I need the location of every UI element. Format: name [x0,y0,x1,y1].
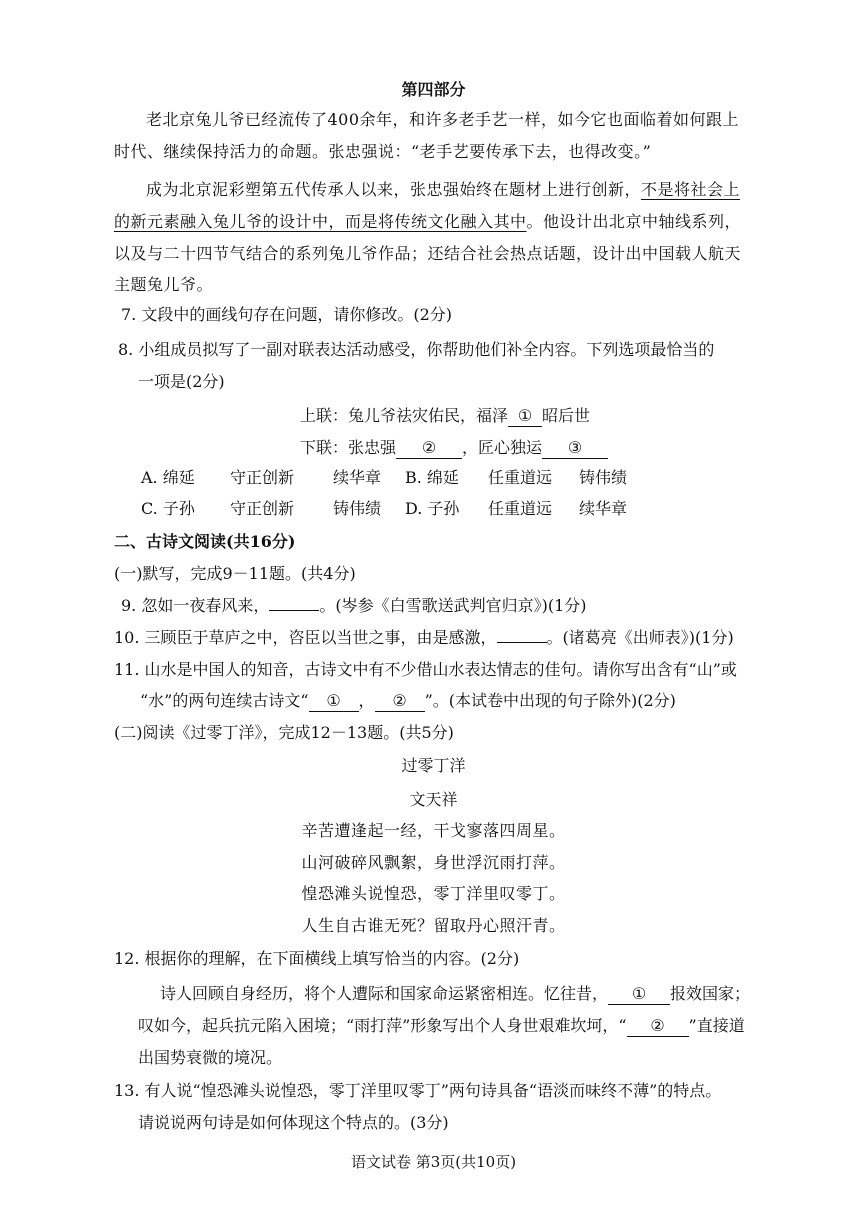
question-8: 8. 小组成员拟写了一副对联表达活动感受，你帮助他们补全内容。下列选项最恰当的 [118,340,715,359]
page-footer: 语文试卷 第3页(共10页) [350,1153,517,1171]
answer-blank[interactable]: ② [627,1016,689,1037]
option-a-word2: 守正创新 [230,468,295,487]
question-10 [114,626,734,650]
option-b-word2: 任重道远 [488,468,553,487]
option-d[interactable] [405,497,459,521]
passage-line: 老北京兔儿爷已经流传了400余年，和许多老手艺一样，如今它也面临着如何跟上 [146,110,740,129]
underlined-sentence: 不是将社会上 [641,180,741,199]
passage-line [146,178,740,202]
underlined-sentence: 的新元素融入兔儿爷的设计中，而是将传统文化融入其中 [114,212,527,231]
answer-blank[interactable]: ① [508,406,542,427]
question-12-line [138,1014,745,1038]
option-d-word2: 任重道远 [488,499,553,518]
question-9 [121,594,587,618]
passage-line [114,210,741,234]
option-label: C. 子孙 [141,499,195,518]
couplet-text: 昭后世 [542,406,591,425]
option-label: D. 子孙 [405,499,460,518]
passage-line: 以及与二十四节气结合的系列兔儿爷作品；还结合社会热点话题，设计出中国载人航天 [114,244,742,263]
part-heading: 第四部分 [401,80,466,99]
question-text: 。(诸葛亮《出师表》)(1分) [546,628,734,647]
question-text: 10. 三顾臣于草庐之中，咨臣以当世之事，由是感激， [114,628,497,647]
option-a[interactable] [141,466,195,490]
subsection-heading: (一)默写，完成9－11题。(共4分) [114,564,356,583]
couplet-text: 下联：张忠强 [300,438,397,457]
poem-title: 过零丁洋 [401,756,466,775]
poem-line: 辛苦遭逢起一经，干戈寥落四周星。 [301,821,566,840]
option-c-word3: 铸伟绩 [333,499,382,518]
question-11-cont [140,689,676,713]
poem-line: 山河破碎风飘絮，身世浮沉雨打萍。 [301,853,566,872]
question-12-line: 出国势衰微的境况。 [138,1048,283,1067]
answer-blank[interactable]: ② [375,691,425,712]
poem-line: 人生自古谁无死？留取丹心照汗青。 [301,916,566,935]
passage-line: 时代、继续保持活力的命题。张忠强说：“老手艺要传承下去，也得改变。” [114,142,652,161]
couplet-text: 上联：兔儿爷祛灾佑民，福泽 [300,406,509,425]
question-13-cont: 请说说两句诗是如何体现这个特点的。(3分) [138,1113,449,1132]
answer-blank[interactable] [269,610,319,611]
poem-author: 文天祥 [409,790,458,809]
question-text: ”。(本试卷中出现的句子除外)(2分) [424,691,676,710]
couplet-text: ，匠心独运 [462,438,543,457]
question-text: 9. 忽如一夜春风来， [121,596,270,615]
question-text: 。(岑参《白雪歌送武判官归京》)(1分) [319,596,587,615]
passage-text: 成为北京泥彩塑第五代传承人以来，张忠强始终在题材上进行创新， [146,180,642,199]
passage-text: 。他设计出北京中轴线系列， [526,212,742,231]
question-12-line [160,982,750,1006]
couplet-lower [300,436,608,460]
option-label: B. 绵延 [405,468,459,487]
question-text: 叹如今，起兵抗元陷入困境；“雨打萍”形象写出个人身世艰难坎坷，“ [138,1016,627,1035]
answer-blank[interactable] [497,642,547,643]
question-8-cont: 一项是(2分) [138,372,225,391]
question-text: “水”的两句连续古诗文“ [140,691,309,710]
answer-blank[interactable]: ② [396,438,462,459]
subsection-heading: (二)阅读《过零丁洋》，完成12－13题。(共5分) [114,723,454,742]
answer-blank[interactable]: ③ [542,438,608,459]
option-c[interactable] [141,497,195,521]
question-12: 12. 根据你的理解，在下面横线上填写恰当的内容。(2分) [114,949,520,968]
option-label: A. 绵延 [141,468,195,487]
question-13: 13. 有人说“惶恐滩头说惶恐，零丁洋里叹零丁”两句诗具备“语淡而味终不薄”的特点。 [114,1081,722,1100]
option-b[interactable] [405,466,459,490]
answer-blank[interactable]: ① [309,691,359,712]
passage-line: 主题兔儿爷。 [114,275,214,294]
option-d-word3: 续华章 [579,499,628,518]
option-c-word2: 守正创新 [230,499,295,518]
question-text: 报效国家； [670,984,751,1003]
question-text: ”直接道 [688,1016,745,1035]
question-7: 7. 文段中的画线句存在问题，请你修改。(2分) [121,305,453,324]
option-b-word3: 铸伟绩 [579,468,628,487]
answer-blank[interactable]: ① [608,984,670,1005]
question-text: 诗人回顾自身经历，将个人遭际和国家命运紧密相连。忆往昔， [160,984,609,1003]
section-heading: 二、古诗文阅读(共16分) [114,532,296,551]
question-11: 11. 山水是中国人的知音，古诗文中有不少借山水表达情志的佳句。请你写出含有“山”或 [114,660,737,679]
option-a-word3: 续华章 [333,468,382,487]
couplet-upper [300,404,590,428]
question-text: ， [358,691,375,710]
poem-line: 惶恐滩头说惶恐，零丁洋里叹零丁。 [301,884,566,903]
